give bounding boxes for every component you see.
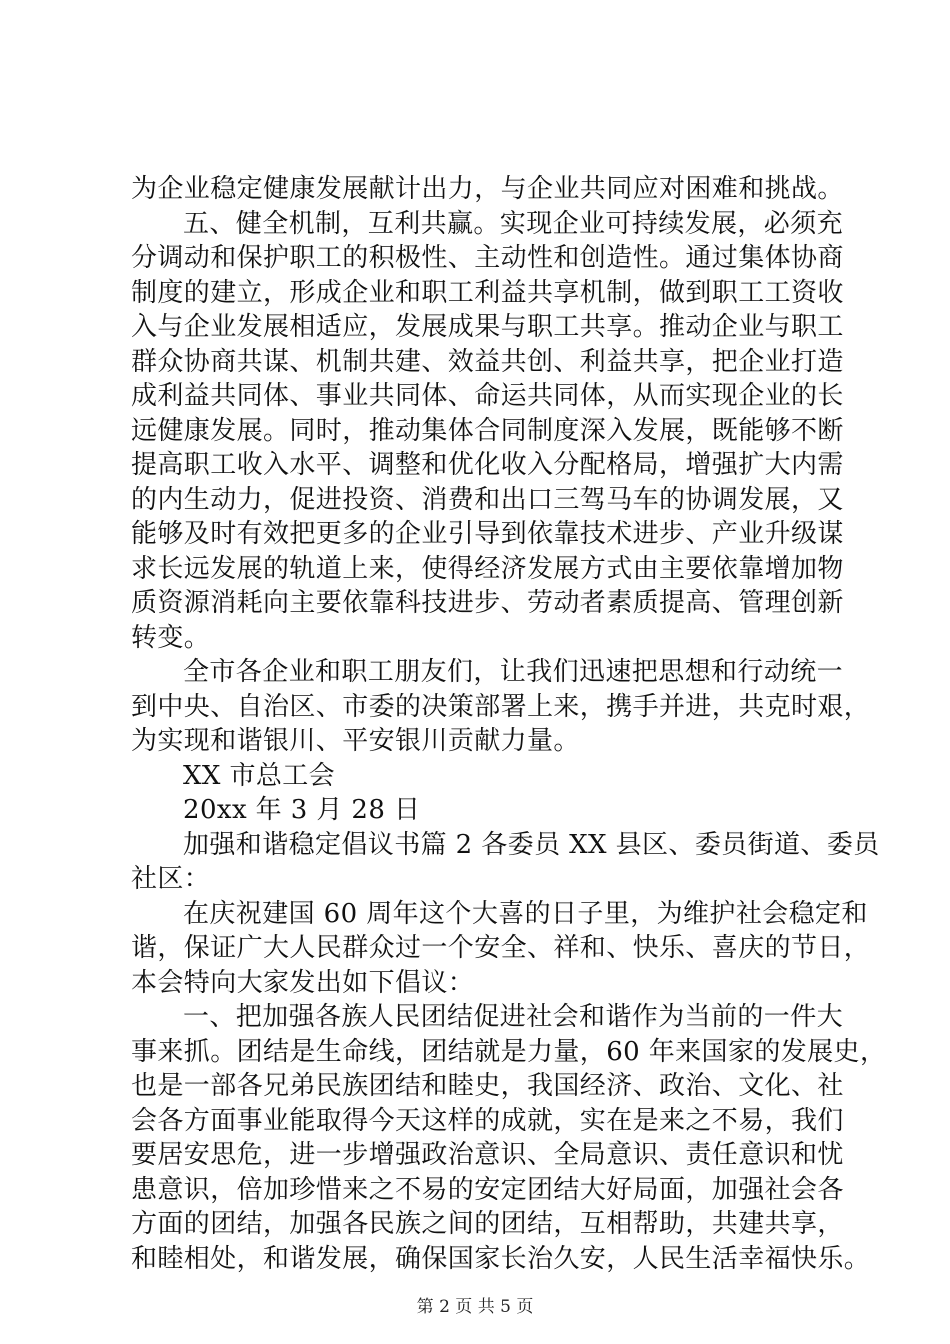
body-line: 为实现和谐银川、平安银川贡献力量。 xyxy=(131,726,580,756)
body-line: 群众协商共谋、机制共建、效益共创、利益共享，把企业打造 xyxy=(131,346,844,377)
body-line: 加强和谐稳定倡议书篇 2 各委员 XX 县区、委员街道、委员 xyxy=(183,829,880,860)
body-line: 质资源消耗向主要依靠科技进步、劳动者素质提高、管理创新 xyxy=(131,588,844,618)
body-line: 一、把加强各族人民团结促进社会和谐作为当前的一件大 xyxy=(183,1002,844,1032)
body-line: 谐，保证广大人民群众过一个安全、祥和、快乐、喜庆的节日， xyxy=(131,933,871,963)
body-line: 和睦相处，和谐发展，确保国家长治久安，人民生活幸福快乐。 xyxy=(131,1243,871,1274)
body-line: 方面的团结，加强各民族之间的团结，互相帮助，共建共享， xyxy=(131,1209,844,1239)
body-line: 成利益共同体、事业共同体、命运共同体，从而实现企业的长 xyxy=(131,381,844,411)
body-line: 事来抓。团结是生命线，团结就是力量，60 年来国家的发展史， xyxy=(131,1036,887,1067)
body-line: 本会特向大家发出如下倡议： xyxy=(131,967,475,998)
body-line: 求长远发展的轨道上来，使得经济发展方式由主要依靠增加物 xyxy=(131,553,844,584)
body-line: 五、健全机制，互利共赢。实现企业可持续发展，必须充 xyxy=(183,208,844,239)
body-line: 在庆祝建国 60 周年这个大喜的日子里，为维护社会稳定和 xyxy=(183,898,868,929)
body-line: 制度的建立，形成企业和职工利益共享机制，做到职工工资收 xyxy=(131,277,844,308)
body-line: 分调动和保护职工的积极性、主动性和创造性。通过集体协商 xyxy=(131,243,844,273)
signature-org: XX 市总工会 xyxy=(183,760,336,791)
body-line: 转变。 xyxy=(131,622,211,653)
body-line: 也是一部各兄弟民族团结和睦史，我国经济、政治、文化、社 xyxy=(131,1071,844,1101)
body-line: 提高职工收入水平、调整和优化收入分配格局，增强扩大内需 xyxy=(131,450,844,480)
signature-date: 20xx 年 3 月 28 日 xyxy=(183,795,421,825)
body-line: 社区： xyxy=(131,864,211,894)
body-line: 为企业稳定健康发展献计出力，与企业共同应对困难和挑战。 xyxy=(131,174,844,204)
body-line: 患意识，倍加珍惜来之不易的安定团结大好局面，加强社会各 xyxy=(131,1174,844,1205)
body-line: 到中央、自治区、市委的决策部署上来，携手并进，共克时艰， xyxy=(131,691,871,722)
body-line: 会各方面事业能取得今天这样的成就，实在是来之不易，我们 xyxy=(131,1105,844,1136)
body-line: 全市各企业和职工朋友们，让我们迅速把思想和行动统一 xyxy=(183,657,844,687)
body-line: 的内生动力，促进投资、消费和出口三驾马车的协调发展，又 xyxy=(131,484,844,515)
body-line: 入与企业发展相适应，发展成果与职工共享。推动企业与职工 xyxy=(131,312,844,342)
body-line: 远健康发展。同时，推动集体合同制度深入发展，既能够不断 xyxy=(131,415,844,446)
body-line: 能够及时有效把更多的企业引导到依靠技术进步、产业升级谋 xyxy=(131,519,844,549)
body-line: 要居安思危，进一步增强政治意识、全局意识、责任意识和忧 xyxy=(131,1140,844,1170)
page-footer: 第 2 页 共 5 页 xyxy=(416,1297,534,1317)
